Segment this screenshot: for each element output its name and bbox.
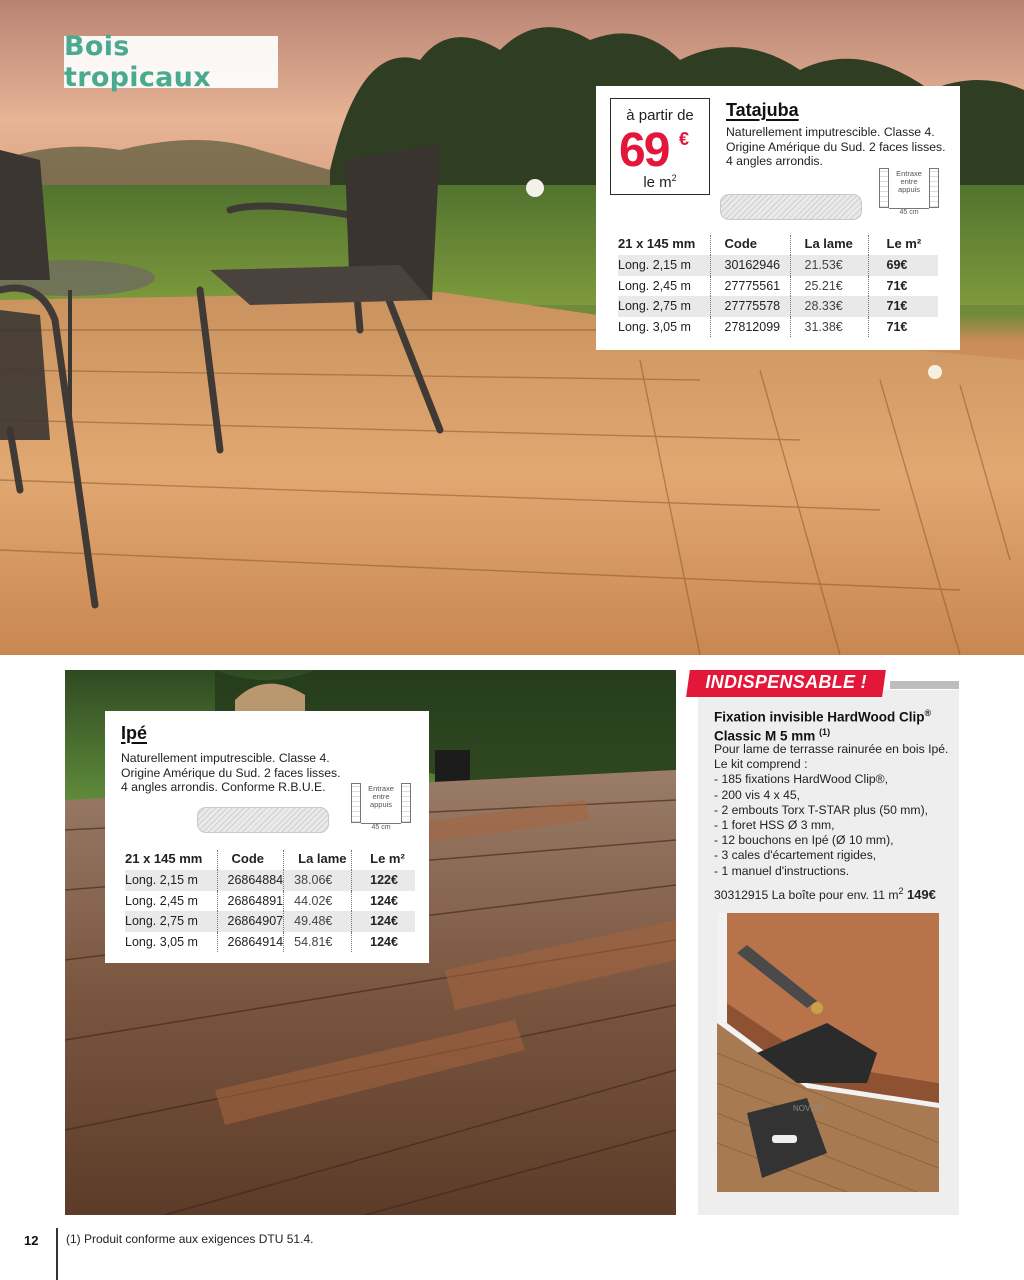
section-title: Bois tropicaux [64,31,211,93]
table-cell: 30162946 [710,255,790,276]
support-spacing-diagram [877,168,941,218]
column-header: 21 x 145 mm [618,235,696,251]
price-unit: le $m^2$ [643,173,677,191]
table-cell: 69€ [868,255,938,276]
table-cell: 49.48€ [284,911,352,932]
column-header: Le m² [868,235,938,255]
table-row [125,891,415,912]
tatajuba-product-card [596,86,960,350]
table-cell: 27775578 [710,296,790,317]
fixation-code-price: 30312915 La boîte pour env. 11 $m^2$ 149€ [714,886,936,903]
tatajuba-name: Tatajuba [726,100,799,120]
clip-brand: NOVLEK [793,1104,826,1113]
table-row [125,911,415,932]
fixation-price: 149€ [906,887,936,903]
table-cell: Long. 2,15 m [618,255,710,276]
ipe-name: Ipé [121,723,148,743]
table-cell: 25.21€ [790,276,868,297]
table-cell: 26864914 [217,932,284,953]
table-cell: 122€ [352,870,415,891]
table-row [618,317,938,338]
table-cell: 54.81€ [284,932,352,953]
table-cell: Long. 2,45 m [125,893,198,908]
column-header: Code [710,235,790,255]
board-profile-icon [720,194,862,220]
column-header: 21 x 145 mm [125,850,203,866]
column-header: La lame [284,850,352,870]
clip-illustration [717,913,939,1192]
table-cell: 26864884 [217,870,284,891]
board-profile-icon [197,807,329,833]
tag-decorative-bar [890,681,959,689]
table-cell: 31.38€ [790,317,868,338]
hardwood-clip-photo [717,913,939,1192]
tatajuba-price-table [618,235,938,337]
indispensable-tag-label: INDISPENSABLE ! [705,672,867,692]
price-from-label: à partir de [626,107,694,124]
table-cell: Long. 2,45 m [618,278,691,293]
table-cell: 26864907 [217,911,284,932]
table-cell: Long. 3,05 m [618,319,691,334]
spacing-value: 45 cm [889,208,929,216]
price-currency: € [679,129,690,149]
fixation-description: Pour lame de terrasse rainurée en bois Ipé. Le kit comprend : - 185 fixations HardWood Clip®, - 200 vis 4 x 45, - 2 embouts Torx T-STAR plus (50 mm), - 1 foret HSS Ø 3 mm, - 12 bouchons en Ipé (Ø 10 mm), - 3 cales d'écartement rigides, - 1 manuel d'instructions. [714,742,949,878]
table-cell: 124€ [352,911,415,932]
page-rule-divider [56,1228,58,1280]
table-cell: 26864891 [217,891,284,912]
price-value: 69 [619,124,669,177]
footnote: (1) Produit conforme aux exigences DTU 51.4. [66,1232,314,1246]
ipe-product-card [105,711,429,963]
table-cell: 124€ [352,891,415,912]
table-cell: 71€ [868,317,938,338]
table-row [618,276,938,297]
table-cell: Long. 2,75 m [125,911,217,932]
table-cell: 71€ [868,296,938,317]
section-title-banner [64,31,278,93]
tatajuba-price-box [610,98,710,195]
table-cell: 38.06€ [284,870,352,891]
column-header: La lame [790,235,868,255]
table-cell: 27775561 [710,276,790,297]
table-row [618,296,938,317]
spacing-label: Entraxe entre appuis [368,784,394,809]
column-header: Code [217,850,284,870]
table-cell: 27812099 [710,317,790,338]
spacing-label: Entraxe entre appuis [896,169,922,194]
table-cell: Long. 3,05 m [125,934,198,949]
table-cell: 124€ [352,932,415,953]
page-number: 12 [24,1233,39,1248]
table-cell: 28.33€ [790,296,868,317]
table-cell: 44.02€ [284,891,352,912]
table-cell: Long. 2,75 m [618,296,710,317]
table-row [125,932,415,953]
support-spacing-diagram [349,783,413,833]
column-header: Le m² [352,850,415,870]
tatajuba-description: Naturellement imputrescible. Classe 4. Origine Amérique du Sud. 2 faces lisses. 4 angles arrondis. [726,125,946,168]
table-row [125,870,415,891]
fixation-title: Fixation invisible HardWood Clip® Classic M 5 mm $^{(1)}$ [714,708,932,743]
table-row [618,255,938,276]
ipe-description: Naturellement imputrescible. Classe 4. Origine Amérique du Sud. 2 faces lisses. 4 angles arrondis. Conforme R.B.U.E. [121,751,341,794]
table-cell: 71€ [868,276,938,297]
indispensable-tag [686,670,886,697]
table-cell: Long. 2,15 m [125,870,217,891]
table-cell: 21.53€ [790,255,868,276]
ipe-price-table [125,850,415,952]
spacing-value: 45 cm [361,823,401,831]
